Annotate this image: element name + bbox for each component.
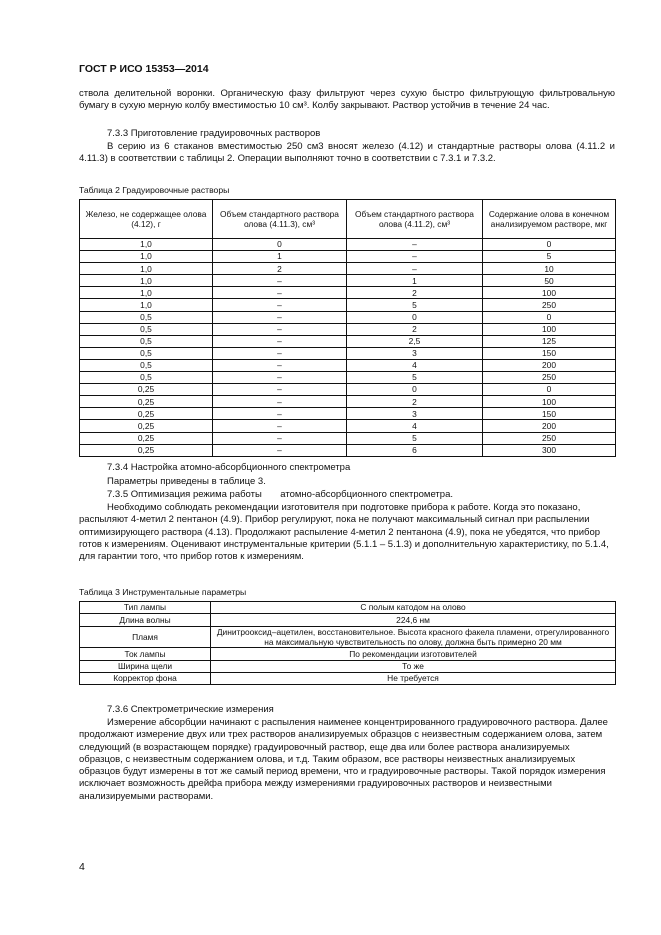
table-cell: 150 — [483, 408, 616, 420]
table2-body — [80, 239, 616, 457]
table-row — [80, 239, 616, 251]
table2-header-volume-4112: Объем стандартного раствора олова (4.11.2), см³ — [347, 200, 483, 239]
table-row — [80, 432, 616, 444]
table-cell: – — [213, 396, 347, 408]
table2-caption: Таблица 2 Градуировочные растворы — [79, 185, 230, 195]
table-cell: 0 — [347, 384, 483, 396]
table-cell: – — [347, 251, 483, 263]
table-row — [80, 275, 616, 287]
section-736-heading: 7.3.6 Спектрометрические измерения — [107, 704, 274, 715]
table-row — [80, 251, 616, 263]
table-cell: 2 — [347, 287, 483, 299]
table-cell: 6 — [347, 444, 483, 456]
table-cell: 0,5 — [80, 323, 213, 335]
table-cell: 1 — [213, 251, 347, 263]
table-cell: 1,0 — [80, 239, 213, 251]
table2-header-row — [80, 200, 616, 239]
table-cell: 0,25 — [80, 420, 213, 432]
table-cell: 0,5 — [80, 372, 213, 384]
table-cell: 10 — [483, 263, 616, 275]
parameter-name-cell: Ширина щели — [80, 660, 211, 672]
table-cell: 100 — [483, 287, 616, 299]
table-cell: – — [213, 372, 347, 384]
table-row — [80, 444, 616, 456]
table-cell: – — [213, 444, 347, 456]
table-cell: 0 — [347, 311, 483, 323]
table-cell: 250 — [483, 432, 616, 444]
table-cell: 0,25 — [80, 432, 213, 444]
table-cell: 250 — [483, 372, 616, 384]
parameter-value-cell: То же — [211, 660, 616, 672]
table-cell: 0 — [483, 384, 616, 396]
table-cell: 125 — [483, 335, 616, 347]
table-cell: 4 — [347, 420, 483, 432]
table-row — [80, 263, 616, 275]
table-row — [80, 626, 616, 648]
table-cell: 100 — [483, 323, 616, 335]
table-row — [80, 323, 616, 335]
table-row — [80, 673, 616, 685]
table-cell: – — [213, 323, 347, 335]
parameter-name-cell: Пламя — [80, 626, 211, 648]
parameter-value-cell: Динитрооксид–ацетилен, восстановительное. Высота красного факела пламени, отрегулированного на максимальную чувствительность по олову, должна быть примерно 20 мм — [211, 626, 616, 648]
table-row — [80, 335, 616, 347]
table-cell: 200 — [483, 359, 616, 371]
table-cell: 250 — [483, 299, 616, 311]
table-cell: – — [213, 408, 347, 420]
table-cell: – — [213, 432, 347, 444]
table-cell: 0,25 — [80, 396, 213, 408]
table-cell: 100 — [483, 396, 616, 408]
parameter-name-cell: Ток лампы — [80, 648, 211, 660]
table-cell: 1,0 — [80, 287, 213, 299]
table-cell: 0 — [213, 239, 347, 251]
parameter-value-cell: С полым катодом на олово — [211, 602, 616, 614]
parameter-name-cell: Тип лампы — [80, 602, 211, 614]
table-cell: 1,0 — [80, 299, 213, 311]
instrument-parameters-table — [79, 601, 616, 685]
table-cell: – — [213, 311, 347, 323]
table-cell: 0,5 — [80, 311, 213, 323]
table-row — [80, 299, 616, 311]
table-row — [80, 648, 616, 660]
table-row — [80, 347, 616, 359]
table-cell: 200 — [483, 420, 616, 432]
table-cell: – — [347, 239, 483, 251]
table-cell: 5 — [347, 299, 483, 311]
table-row — [80, 602, 616, 614]
table-cell: – — [347, 263, 483, 275]
table-cell: 0,25 — [80, 384, 213, 396]
table-cell: – — [213, 287, 347, 299]
table-cell: – — [213, 335, 347, 347]
table-cell: 2,5 — [347, 335, 483, 347]
parameter-value-cell: 224,6 нм — [211, 614, 616, 626]
table2-header-iron: Железо, не содержащее олова (4.12), г — [80, 200, 213, 239]
section-735-text: Необходимо соблюдать рекомендации изготовителя при подготовке прибора к работе. Когда это показано, распыляют 4-метил 2 пентанон (4.9). Прибор регулируют, пока не получают максимальный сигнал при распылении оптимизирующего раствора (4.13). Продолжают распыление 4-метил 2 пентанона (4.9), пока не убедятся, что прибор готов к измерениям. Оценивают инструментальные критерии (5.1.1 – 5.1.3) и дополнительную характеристику, по 5.1.4, для гарантии того, что прибор готов к измерениям. — [79, 502, 609, 563]
table-cell: 50 — [483, 275, 616, 287]
table-cell: 0,25 — [80, 444, 213, 456]
table-cell: 4 — [347, 359, 483, 371]
table-row — [80, 384, 616, 396]
table-cell: 5 — [483, 251, 616, 263]
table-cell: – — [213, 347, 347, 359]
table-row — [80, 287, 616, 299]
table-cell: 1,0 — [80, 275, 213, 287]
table-cell: – — [213, 384, 347, 396]
table-row — [80, 396, 616, 408]
section-733-text: В серию из 6 стаканов вместимостью 250 см3 вносят железо (4.12) и стандартные растворы олова (4.11.2 и 4.11.3) в соответствии с таблицы 2. Операции выполняют точно в соответствии с 7.3.1 и 7.3.2. — [79, 141, 615, 165]
parameter-name-cell: Корректор фона — [80, 673, 211, 685]
table-cell: 1,0 — [80, 251, 213, 263]
table-cell: 0 — [483, 239, 616, 251]
table-cell: – — [213, 359, 347, 371]
table-cell: – — [213, 299, 347, 311]
table-row — [80, 660, 616, 672]
table-row — [80, 359, 616, 371]
table-cell: 2 — [213, 263, 347, 275]
document-header: ГОСТ Р ИСО 15353—2014 — [79, 63, 209, 75]
section-736-text: Измерение абсорбции начинают с распыления наименее концентрированного градуировочного раствора. Далее продолжают измерение двух или трех растворов анализируемых образцов с неизвестным содержанием олова, затем следующий (в возрастающем порядке) градуировочный раствор, еще два или более раствора анализируемых образцов, с неизвестным содержанием олова, и т.д. Таким образом, все растворы неизвестных анализируемых образцов будут измерены в тот же самый период времени, что и градуировочные растворы. Такой порядок измерения исключает возможность дрейфа прибора между измерениями градуировочных растворов и неизвестными анализируемыми растворами. — [79, 717, 608, 802]
table-cell: 0,25 — [80, 408, 213, 420]
table3-body — [80, 602, 616, 685]
table-cell: 2 — [347, 396, 483, 408]
intro-paragraph: ствола делительной воронки. Органическую фазу фильтруют через сухую быстро фильтрующую фильтровальную бумагу в сухую мерную колбу вместимостью 10 см³. Колбу закрывают. Раствор устойчив в течение 24 час. — [79, 88, 615, 112]
table-cell: – — [213, 420, 347, 432]
table-cell: 300 — [483, 444, 616, 456]
table-cell: 0,5 — [80, 347, 213, 359]
parameter-name-cell: Длина волны — [80, 614, 211, 626]
table2-header-volume-4113: Объем стандартного раствора олова (4.11.3), см³ — [213, 200, 347, 239]
section-734-text: Параметры приведены в таблице 3. — [107, 476, 266, 487]
table-cell: 1 — [347, 275, 483, 287]
page-number: 4 — [79, 861, 85, 873]
table-cell: 1,0 — [80, 263, 213, 275]
table-row — [80, 311, 616, 323]
parameter-value-cell: По рекомендации изготовителей — [211, 648, 616, 660]
section-733-heading: 7.3.3 Приготовление градуировочных растворов — [107, 128, 321, 139]
table-row — [80, 372, 616, 384]
table-cell: 3 — [347, 347, 483, 359]
table-cell: 5 — [347, 432, 483, 444]
calibration-solutions-table — [79, 199, 616, 457]
parameter-value-cell: Не требуется — [211, 673, 616, 685]
table-row — [80, 614, 616, 626]
table3-caption: Таблица 3 Инструментальные параметры — [79, 587, 247, 597]
table-cell: – — [213, 275, 347, 287]
table-cell: 0,5 — [80, 335, 213, 347]
table-cell: 0 — [483, 311, 616, 323]
table-row — [80, 420, 616, 432]
section-734-heading: 7.3.4 Настройка атомно-абсорбционного спектрометра — [107, 462, 351, 473]
table-cell: 150 — [483, 347, 616, 359]
table-cell: 2 — [347, 323, 483, 335]
table-cell: 0,5 — [80, 359, 213, 371]
table2-header-tin-content: Содержание олова в конечном анализируемом растворе, мкг — [483, 200, 616, 239]
section-735-heading: 7.3.5 Оптимизация режима работы атомно-абсорбционного спектрометра. — [107, 489, 453, 500]
table-cell: 5 — [347, 372, 483, 384]
table-cell: 3 — [347, 408, 483, 420]
table-row — [80, 408, 616, 420]
